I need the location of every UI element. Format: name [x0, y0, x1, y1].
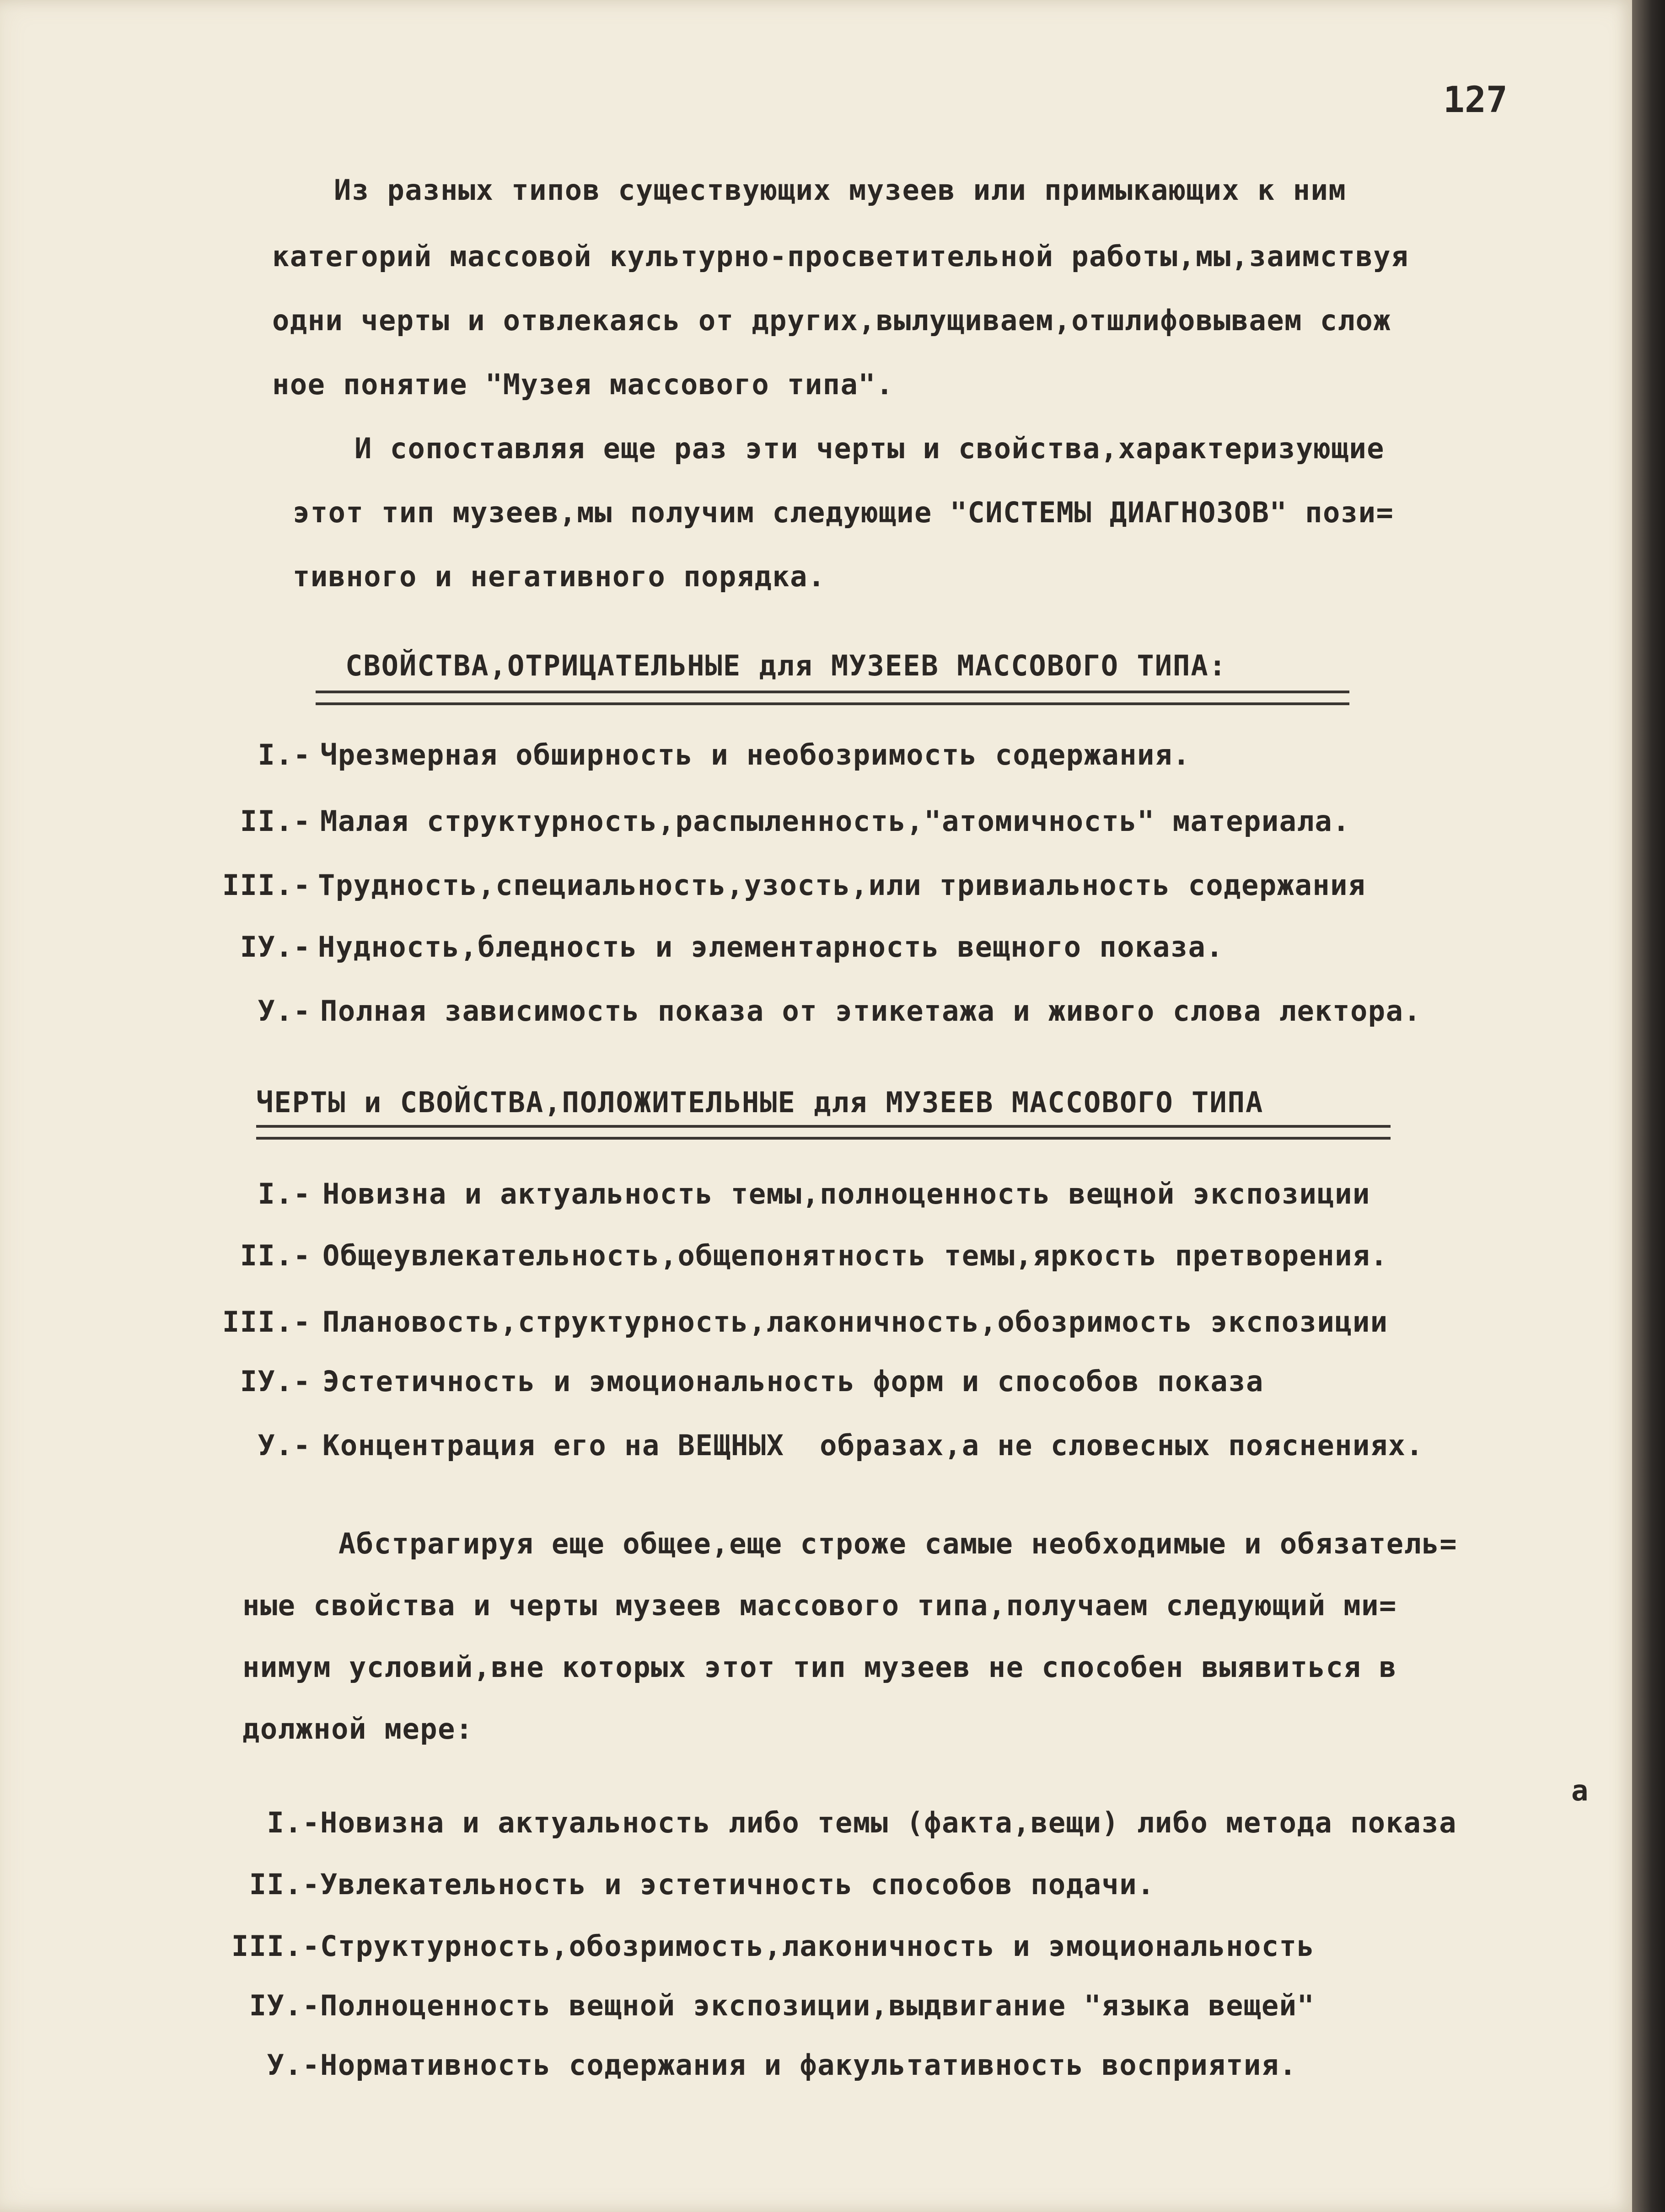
condition-item-5-number: У.-	[267, 2048, 320, 2082]
page-number: 127	[1443, 80, 1508, 121]
condition-item-2-text: Увлекательность и эстетичность способов подачи.	[320, 1868, 1155, 1901]
para3-line-4: должной мере:	[242, 1712, 473, 1746]
negative-item-5-number: У.-	[258, 994, 311, 1028]
positive-item-4-number: IУ.-	[240, 1365, 311, 1398]
negative-item-3-text: Трудность,специальность,узость,или тривиальность содержания	[318, 868, 1366, 902]
para2-line-2: этот тип музеев,мы получим следующие "СИСТЕМЫ ДИАГНОЗОВ" пози=	[293, 496, 1394, 529]
para3-line-2: ные свойства и черты музеев массового типа,получаем следующий ми=	[242, 1589, 1397, 1622]
condition-item-3-number: III.-	[231, 1929, 320, 1963]
para2-line-1: И сопоставляя еще раз эти черты и свойства,характеризующие	[354, 432, 1385, 465]
condition-item-1-number: I.-	[267, 1806, 320, 1839]
negative-heading: СВОЙСТВА,ОТРИЦАТЕЛЬНЫЕ для МУЗЕЕВ МАССОВОГО ТИПА:	[345, 649, 1227, 682]
negative-item-1-number: I.-	[258, 738, 311, 771]
positive-item-3-number: III.-	[222, 1305, 311, 1339]
para2-line-3: тивного и негативного порядка.	[293, 560, 826, 593]
negative-item-3-number: III.-	[222, 868, 311, 902]
condition-item-4-text: Полноценность вещной экспозиции,выдвигание "языка вещей"	[320, 1989, 1315, 2022]
negative-item-1-text: Чрезмерная обширность и необозримость содержания.	[320, 738, 1191, 771]
negative-item-4-text: Нудность,бледность и элементарность вещного показа.	[318, 930, 1224, 964]
intro-line-2: категорий массовой культурно-просветительной работы,мы,заимствуя	[272, 240, 1409, 273]
positive-item-5-text: Концентрация его на ВЕЩНЫХ образах,а не словесных пояснениях.	[322, 1429, 1424, 1462]
positive-item-5-number: У.-	[258, 1429, 311, 1462]
positive-item-2-number: II.-	[240, 1239, 311, 1272]
intro-line-1: Из разных типов существующих музеев или примыкающих к ним	[334, 173, 1347, 207]
condition-item-5-text: Нормативность содержания и факультативность восприятия.	[320, 2048, 1297, 2082]
negative-item-2-number: II.-	[240, 804, 311, 838]
para3-line-1: Абстрагируя еще общее,еще строже самые необходимые и обязатель=	[338, 1527, 1458, 1560]
positive-heading: ЧЕРТЫ и СВОЙСТВА,ПОЛОЖИТЕЛЬНЫЕ для МУЗЕЕВ МАССОВОГО ТИПА	[256, 1086, 1264, 1119]
positive-item-1-number: I.-	[258, 1177, 311, 1210]
intro-line-3: одни черты и отвлекаясь от других,вылущиваем,отшлифовываем слож	[272, 304, 1391, 337]
negative-item-2-text: Малая структурность,распыленность,"атомичность" материала.	[320, 804, 1350, 838]
negative-item-5-text: Полная зависимость показа от этикетажа и живого слова лектора.	[320, 994, 1422, 1028]
positive-heading-underline	[256, 1125, 1391, 1140]
condition-item-4-number: IУ.-	[249, 1989, 320, 2022]
condition-item-3-text: Структурность,обозримость,лаконичность и эмоциональность	[320, 1929, 1315, 1963]
insertion-mark: а	[1571, 1774, 1589, 1807]
positive-item-2-text: Общеувлекательность,общепонятность темы,яркость претворения.	[322, 1239, 1388, 1272]
positive-item-3-text: Плановость,структурность,лаконичность,обозримость экспозиции	[322, 1305, 1388, 1339]
negative-item-4-number: IУ.-	[240, 930, 311, 964]
condition-item-2-number: II.-	[249, 1868, 320, 1901]
page-edge-shadow	[1632, 0, 1665, 2212]
condition-item-1-text: Новизна и актуальность либо темы (факта,вещи) либо метода показа	[320, 1806, 1457, 1839]
intro-line-4: ное понятие "Музея массового типа".	[272, 368, 894, 401]
positive-item-4-text: Эстетичность и эмоциональность форм и способов показа	[322, 1365, 1264, 1398]
positive-item-1-text: Новизна и актуальность темы,полноценность вещной экспозиции	[322, 1177, 1370, 1210]
para3-line-3: нимум условий,вне которых этот тип музеев не способен выявиться в	[242, 1650, 1397, 1684]
negative-heading-underline	[316, 691, 1349, 705]
